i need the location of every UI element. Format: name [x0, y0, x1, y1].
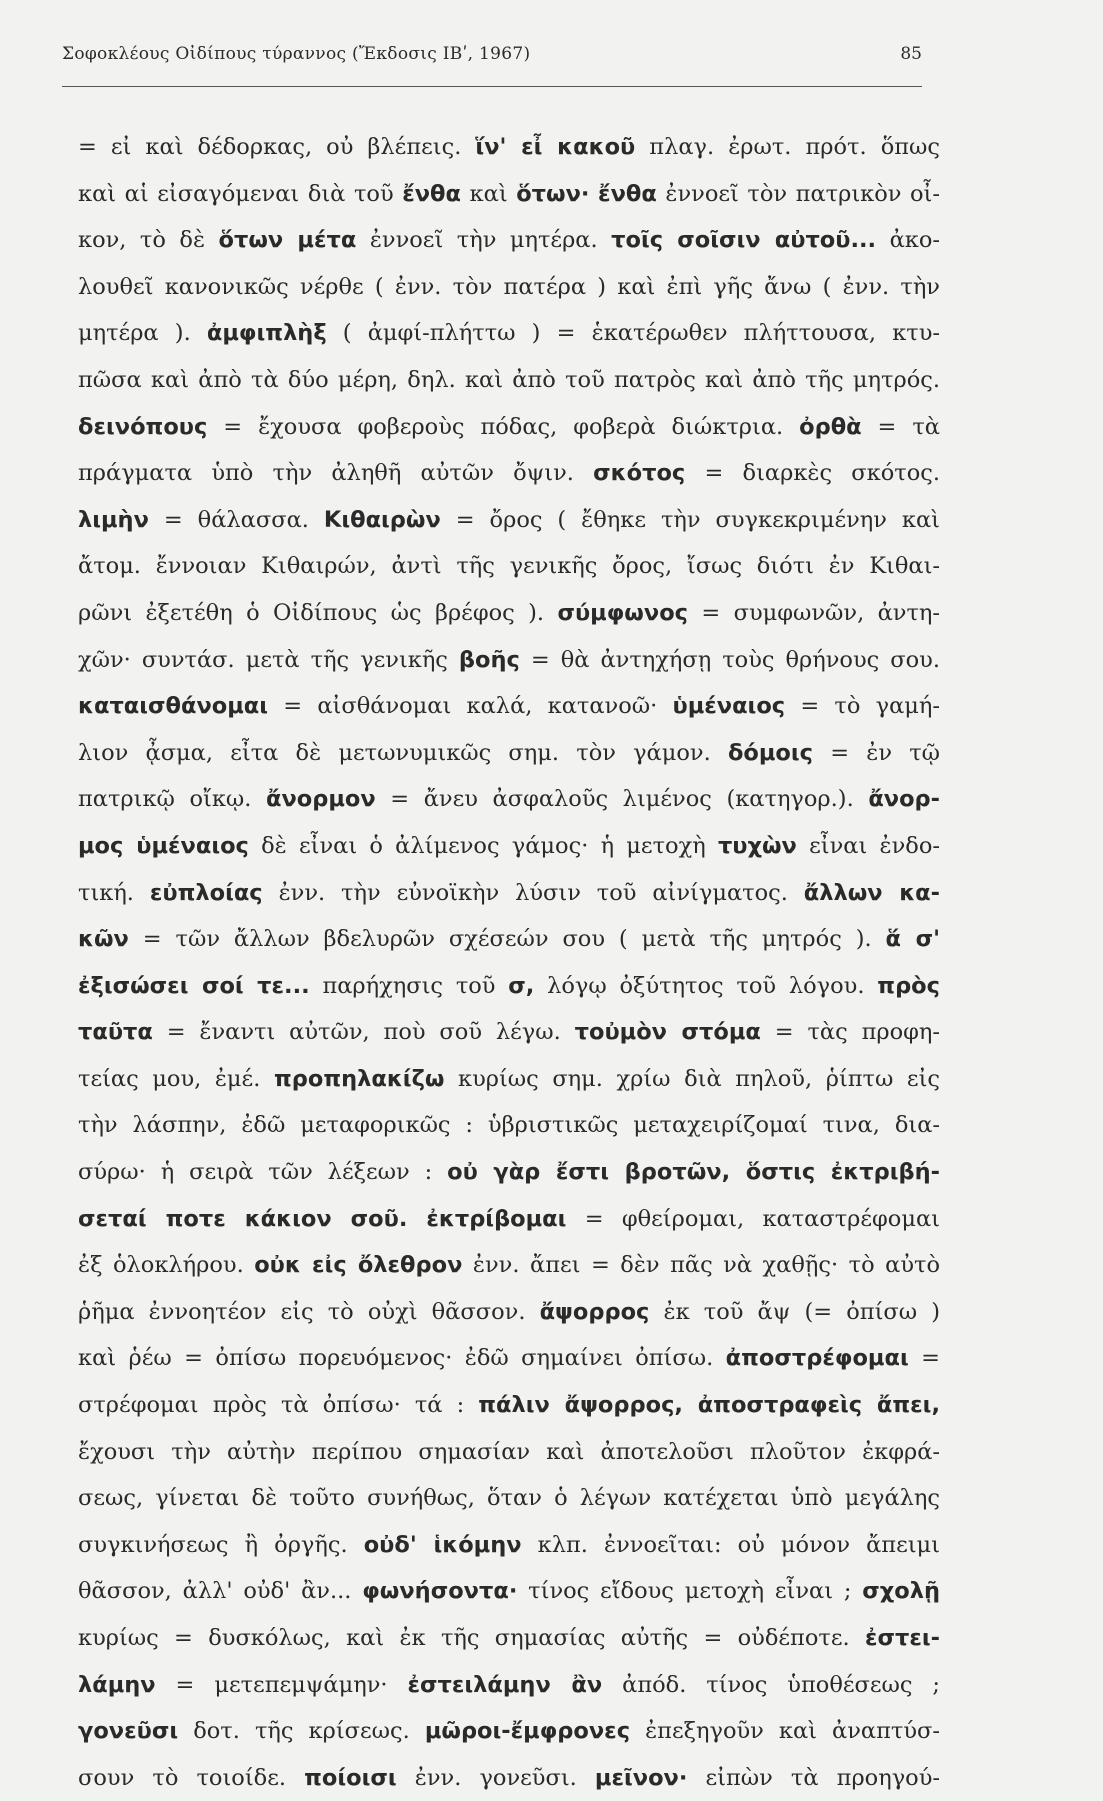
text-line — [78, 1475, 940, 1522]
gloss-text: = μετεπεμψάμην· — [155, 1671, 408, 1698]
gloss-text: λουθεῖ κανονικῶς νέρθε ( ἐνν. τὸν πατέρα ) καὶ ἐπὶ γῆς ἄνω ( ἐνν. τὴν — [78, 273, 940, 300]
lemma-term: εὐπλοίας — [149, 879, 263, 906]
lemma-term: ἐστει- — [864, 1625, 940, 1651]
header-rule — [62, 86, 922, 87]
lemma-term: ὅτων· — [516, 180, 590, 207]
lemma-term: ἀποστρέφομαι — [725, 1345, 909, 1372]
text-line — [78, 963, 940, 1010]
gloss-text: ἐννοεῖ τὸν πατρικὸν οἶ- — [656, 180, 940, 207]
gloss-text: = — [908, 1345, 940, 1372]
lemma-term: μος ὑμέναιος — [78, 832, 249, 859]
text-line — [78, 357, 940, 404]
lemma-term: τοῖς σοῖσιν αὐτοῦ... — [611, 227, 877, 254]
text-line — [78, 1102, 940, 1149]
gloss-text: = ἐν τῷ — [813, 739, 940, 766]
lemma-term: Κιθαιρὼν — [323, 506, 441, 533]
text-line — [78, 1755, 940, 1801]
gloss-text: εἰπὼν τὰ προηγού- — [687, 1764, 940, 1791]
gloss-text: = τὸ γαμή- — [785, 693, 940, 720]
lemma-term: ἔνθα — [402, 180, 461, 207]
text-line — [78, 730, 940, 777]
gloss-text: ρῶνι ἐξετέθη ὁ Οἰδίπους ὡς βρέφος ). — [78, 599, 558, 626]
text-line — [78, 217, 940, 264]
gloss-text: ἐπεξηγοῦν καὶ ἀναπτύσ- — [630, 1718, 940, 1745]
text-line — [78, 1522, 940, 1569]
text-line — [78, 171, 940, 218]
text-line — [78, 637, 940, 684]
gloss-text: δοτ. τῆς κρίσεως. — [178, 1718, 425, 1745]
running-title: Σοφοκλέους Οἰδίπους τύραννος (Ἔκδοσις ΙΒʹ, 1967) — [62, 44, 531, 64]
gloss-text: μητέρα ). — [78, 320, 207, 347]
lemma-term: ὀρθὰ — [799, 413, 862, 440]
lemma-term: λιμὴν — [78, 506, 149, 533]
gloss-text: = ἔναντι αὐτῶν, ποὺ σοῦ λέγω. — [152, 1019, 575, 1046]
lemma-term: λάμην — [78, 1671, 156, 1698]
text-line — [78, 404, 940, 451]
lemma-term: ἐστειλάμην ἂν — [407, 1671, 603, 1698]
lemma-term: οὐ γὰρ ἔστι βροτῶν, ὅστις ἐκτριβή- — [447, 1159, 940, 1186]
text-line — [78, 916, 940, 963]
gloss-text: συγκινήσεως ἢ ὀργῆς. — [78, 1531, 364, 1558]
lemma-term: σκότος — [593, 460, 686, 487]
gloss-text: = τὰ — [861, 413, 940, 440]
text-line — [78, 1009, 940, 1056]
gloss-text: πλαγ. ἐρωτ. πρότ. ὅπως — [635, 134, 940, 160]
gloss-text: = διαρκὲς σκότος. — [685, 460, 940, 487]
lemma-term: ἄλλων κα- — [803, 879, 940, 906]
gloss-text: ( ἀμφί-πλήττω ) = ἑκατέρωθεν πλήττουσα, κτυ- — [326, 320, 940, 347]
gloss-text: σύρω· ἡ σειρὰ τῶν λέξεων : — [78, 1159, 448, 1186]
lemma-term: ἔνθα — [598, 180, 657, 207]
gloss-text: = θὰ ἀντηχήσῃ τοὺς θρήνους σου. — [519, 646, 940, 673]
gloss-text: λόγῳ ὀξύτητος τοῦ λόγου. — [534, 972, 878, 999]
text-line — [78, 1335, 940, 1382]
lemma-term: τοὐμὸν στόμα — [574, 1019, 761, 1046]
text-line — [78, 776, 940, 823]
gloss-text: τείας μου, ἐμέ. — [78, 1065, 274, 1092]
lemma-term: σ, — [508, 972, 535, 999]
lemma-term: ὑμέναιος — [672, 693, 786, 720]
text-line — [78, 1615, 940, 1662]
gloss-text: εἶναι ἐνδο- — [796, 832, 940, 859]
lemma-term: οὐκ εἰς ὄλεθρον — [254, 1252, 463, 1279]
lemma-term: ἅ σ' — [885, 926, 940, 953]
gloss-text: λιον ᾆσμα, εἶτα δὲ μετωνυμικῶς σημ. τὸν γάμον. — [78, 739, 728, 766]
lemma-term: ἐξισώσει σοί τε... — [78, 972, 310, 999]
gloss-text: τὴν λάσπην, ἐδῶ μεταφορικῶς : ὑβριστικῶς μεταχειρίζομαί τινα, δια- — [78, 1112, 940, 1139]
commentary-text — [78, 124, 940, 1801]
gloss-text: παρήχησις τοῦ — [309, 972, 509, 999]
lemma-term: κῶν — [78, 926, 129, 953]
text-line — [78, 1196, 940, 1243]
gloss-text: ἐνν. τὴν εὐνοϊκὴν λύσιν τοῦ αἰνίγματος. — [262, 879, 804, 906]
text-line — [78, 1568, 940, 1615]
gloss-text: κυρίως = δυσκόλως, καὶ ἐκ τῆς σημασίας αὐτῆς = οὐδέποτε. — [78, 1625, 865, 1651]
text-line — [78, 1662, 940, 1709]
gloss-text: ἀπόδ. τίνος ὑποθέσεως ; — [602, 1671, 940, 1698]
text-line — [78, 1242, 940, 1289]
text-line — [78, 1149, 940, 1196]
gloss-text: χῶν· συντάσ. μετὰ τῆς γενικῆς — [78, 646, 459, 673]
gloss-text: ἐνν. ἄπει = δὲν πᾶς νὰ χαθῇς· τὸ αὐτὸ — [462, 1252, 940, 1279]
lemma-term: ποίοισι — [304, 1764, 397, 1791]
gloss-text: ἐκ τοῦ ἄψ (= ὀπίσω ) — [649, 1298, 940, 1325]
gloss-text: = φθείρομαι, καταστρέφομαι — [566, 1205, 940, 1232]
text-line — [78, 497, 940, 544]
gloss-text: πράγματα ὑπὸ τὴν ἀληθῆ αὐτῶν ὄψιν. — [78, 460, 594, 487]
lemma-term: πάλιν ἄψορρος, ἀποστραφεὶς ἄπει, — [478, 1392, 940, 1419]
lemma-term: μεῖνον· — [594, 1764, 688, 1791]
gloss-text: καὶ ῥέω = ὀπίσω πορευόμενος· ἐδῶ σημαίνει ὀπίσω. — [78, 1345, 726, 1372]
lemma-term: σεταί ποτε κάκιον σοῦ. ἐκτρίβομαι — [78, 1205, 567, 1232]
lemma-term: σύμφωνος — [557, 599, 688, 626]
gloss-text: κλπ. ἐννοεῖται: οὐ μόνον ἄπειμι — [521, 1531, 940, 1558]
lemma-term: ταῦτα — [78, 1019, 153, 1046]
gloss-text: σουν τὸ τοιοίδε. — [78, 1764, 305, 1791]
lemma-term: δεινόπους — [78, 413, 208, 440]
text-line — [78, 1382, 940, 1429]
gloss-text: τική. — [78, 879, 150, 906]
text-line — [78, 543, 940, 590]
gloss-text: = εἰ καὶ δέδορκας, οὐ βλέπεις. — [78, 134, 476, 160]
gloss-text: πατρικῷ οἴκῳ. — [78, 786, 266, 813]
gloss-text: καὶ αἱ εἰσαγόμεναι διὰ τοῦ — [78, 180, 403, 207]
gloss-text: στρέφομαι πρὸς τὰ ὀπίσω· τά : — [78, 1392, 479, 1419]
lemma-term: ἵν' εἶ κακοῦ — [475, 134, 636, 160]
text-line — [78, 450, 940, 497]
lemma-term: ἀμφιπλὴξ — [206, 320, 327, 347]
text-line — [78, 1429, 940, 1476]
page-number: 85 — [900, 44, 922, 64]
gloss-text: ἐνν. γονεῦσι. — [396, 1764, 595, 1791]
lemma-term: ὅτων μέτα — [218, 227, 357, 254]
gloss-text: σεως, γίνεται δὲ τοῦτο συνήθως, ὅταν ὁ λέγων κατέχεται ὑπὸ μεγάλης — [78, 1485, 940, 1512]
lemma-term: ἄνορ- — [868, 786, 940, 813]
gloss-text: = θάλασσα. — [148, 506, 324, 533]
text-line — [78, 310, 940, 357]
lemma-term: φωνήσοντα· — [362, 1578, 518, 1605]
running-header — [62, 44, 922, 74]
lemma-term: τυχὼν — [717, 832, 797, 859]
gloss-text: = τῶν ἄλλων βδελυρῶν σχέσεών σου ( μετὰ τῆς μητρός ). — [128, 926, 886, 953]
gloss-text: ἐξ ὁλοκλήρου. — [78, 1252, 255, 1279]
text-line — [78, 264, 940, 311]
gloss-text: = συμφωνῶν, ἀντη- — [688, 599, 940, 626]
gloss-text: ἐννοεῖ τὴν μητέρα. — [356, 227, 612, 254]
gloss-text: = ἔχουσα φοβεροὺς πόδας, φοβερὰ διώκτρια. — [207, 413, 800, 440]
lemma-term: ἄνορμον — [266, 786, 376, 813]
gloss-text: = αἰσθάνομαι καλά, κατανοῶ· — [268, 693, 673, 720]
gloss-text: = ἄνευ ἀσφαλοῦς λιμένος (κατηγορ.). — [375, 786, 869, 813]
text-line — [78, 1056, 940, 1103]
gloss-text: = ὄρος ( ἔθηκε τὴν συγκεκριμένην καὶ — [440, 506, 940, 533]
gloss-text: ἀκο- — [876, 227, 940, 254]
gloss-text: = τὰς προφη- — [760, 1019, 940, 1046]
gloss-text: τίνος εἴδους μετοχὴ εἶναι ; — [517, 1578, 863, 1605]
lemma-term: μῶροι-ἔμφρονες — [424, 1718, 631, 1745]
gloss-text: καὶ — [460, 180, 517, 207]
gloss-text: ῥῆμα ἐννοητέον εἰς τὸ οὐχὶ θᾶσσον. — [78, 1298, 540, 1325]
gloss-text: κον, τὸ δὲ — [78, 227, 219, 254]
lemma-term: βοῆς — [458, 646, 520, 673]
gloss-text: ἄτομ. ἔννοιαν Κιθαιρών, ἀντὶ τῆς γενικῆς ὄρος, ἴσως διότι ἐν Κιθαι- — [78, 553, 940, 580]
lemma-term: καταισθάνομαι — [78, 693, 269, 720]
text-line — [78, 590, 940, 637]
lemma-term: οὐδ' ἱκόμην — [363, 1531, 522, 1558]
lemma-term: γονεῦσι — [78, 1718, 179, 1745]
gloss-text — [589, 181, 598, 207]
text-line — [78, 683, 940, 730]
lemma-term: ἄψορρος — [539, 1298, 650, 1325]
gloss-text: δὲ εἶναι ὁ ἀλίμενος γάμος· ἡ μετοχὴ — [248, 832, 718, 859]
lemma-term: σχολῇ — [862, 1578, 940, 1605]
lemma-term: δόμοις — [727, 739, 813, 766]
lemma-term: προπηλακίζω — [273, 1065, 445, 1092]
text-line — [78, 1708, 940, 1755]
gloss-text: ἔχουσι τὴν αὐτὴν περίπου σημασίαν καὶ ἀποτελοῦσι πλοῦτον ἐκφρά- — [78, 1438, 940, 1465]
text-line — [78, 1289, 940, 1336]
text-line — [78, 124, 940, 171]
lemma-term: πρὸς — [877, 972, 940, 999]
gloss-text: θᾶσσον, ἀλλ' οὐδ' ἂν... — [78, 1578, 363, 1605]
gloss-text: κυρίως σημ. χρίω διὰ πηλοῦ, ῥίπτω εἰς — [444, 1065, 940, 1092]
text-line — [78, 870, 940, 917]
text-line — [78, 823, 940, 870]
gloss-text: πῶσα καὶ ἀπὸ τὰ δύο μέρη, δηλ. καὶ ἀπὸ τοῦ πατρὸς καὶ ἀπὸ τῆς μητρός. — [78, 366, 940, 393]
